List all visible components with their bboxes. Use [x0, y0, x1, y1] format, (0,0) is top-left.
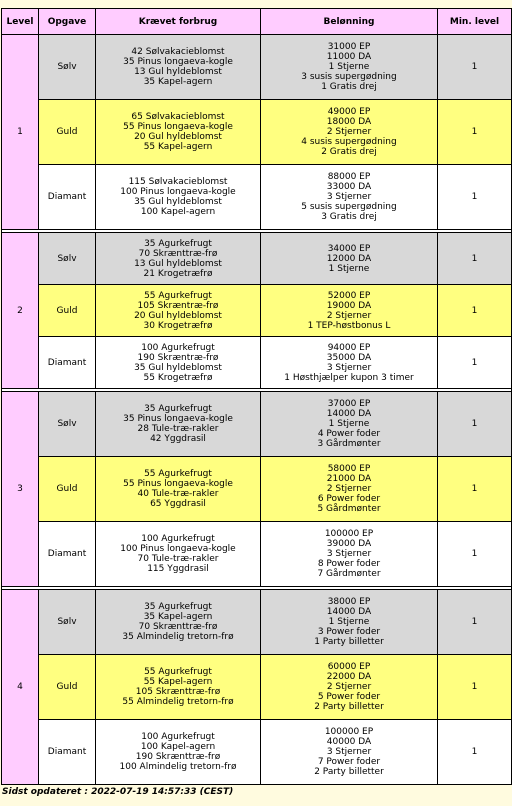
reward-item: 3 Power foder [317, 627, 381, 637]
reward-item: 58000 EP [327, 464, 371, 474]
reward-item: 2 Gratis drej [321, 147, 377, 157]
required-item: 55 Agurkefrugt [144, 667, 212, 677]
reward-item: 33000 DA [326, 182, 372, 192]
reward-item: 40000 DA [326, 737, 372, 747]
min-level-cell: 1 [438, 100, 512, 165]
task-cell-solv: Sølv [39, 35, 96, 100]
required-cell [96, 392, 261, 457]
reward-item: 49000 EP [327, 107, 371, 117]
required-item: 35 Agurkefrugt [144, 404, 212, 414]
min-level-cell: 1 [438, 337, 512, 389]
reward-item: 22000 DA [326, 672, 372, 682]
reward-item: 4 Power foder [317, 429, 381, 439]
table-row [2, 233, 512, 285]
min-level-cell: 1 [438, 285, 512, 337]
reward-item: 52000 EP [327, 290, 371, 301]
required-item: 35 Kapel-agern [143, 612, 213, 622]
reward-item: 88000 EP [327, 172, 371, 182]
required-item: 190 Skrænttræ-frø [135, 752, 221, 762]
required-item: 13 Gul hyldeblomst [134, 67, 222, 77]
required-item: 100 Pinus longaeva-kogle [120, 544, 236, 554]
table-row [2, 590, 512, 655]
required-item: 55 Agurkefrugt [144, 469, 212, 479]
reward-cell [261, 720, 438, 785]
task-cell-guld: Guld [39, 100, 96, 165]
header-min-level: Min. level [438, 9, 512, 35]
required-item: 105 Skrænttræ-frø [135, 687, 221, 697]
required-item: 55 Pinus longaeva-kogle [123, 122, 233, 132]
required-item: 70 Tule-træ-rakler [137, 554, 219, 564]
reward-item: 4 susis supergødning [301, 137, 397, 147]
required-cell [96, 285, 261, 337]
last-updated-value: 2022-07-19 14:57:33 (CEST) [91, 787, 234, 797]
min-level-cell: 1 [438, 233, 512, 285]
reward-cell [261, 590, 438, 655]
required-item: 100 Kapel-agern [140, 207, 216, 217]
min-level-cell: 1 [438, 392, 512, 457]
reward-item: 5 Gårdmønter [317, 504, 381, 514]
reward-cell [261, 35, 438, 100]
required-item: 70 Skrænttræ-frø [138, 248, 218, 259]
required-cell [96, 590, 261, 655]
required-cell [96, 720, 261, 785]
reward-item: 12000 DA [326, 253, 372, 264]
level-cell: 4 [2, 590, 39, 785]
quest-table [1, 8, 512, 785]
table-row [2, 165, 512, 230]
required-item: 70 Skrænttræ-frø [138, 622, 218, 632]
reward-item: 3 susis supergødning [301, 72, 397, 82]
table-row [2, 337, 512, 389]
required-cell [96, 100, 261, 165]
reward-cell [261, 392, 438, 457]
required-cell [96, 165, 261, 230]
min-level-cell: 1 [438, 522, 512, 587]
required-cell [96, 35, 261, 100]
required-item: 100 Kapel-agern [140, 742, 216, 752]
reward-item: 39000 DA [326, 539, 372, 549]
header-required: Krævet forbrug [96, 9, 261, 35]
reward-item: 1 Stjerne [328, 419, 370, 429]
table-row [2, 720, 512, 785]
required-item: 35 Agurkefrugt [144, 602, 212, 612]
task-cell-guld: Guld [39, 285, 96, 337]
task-cell-guld: Guld [39, 655, 96, 720]
reward-cell [261, 285, 438, 337]
reward-item: 34000 EP [327, 243, 371, 254]
reward-item: 2 Party billetter [314, 702, 384, 712]
reward-item: 3 Gratis drej [321, 212, 377, 222]
required-item: 65 Yggdrasil [150, 499, 206, 509]
reward-cell [261, 522, 438, 587]
required-item: 55 Kapel-agern [143, 677, 213, 687]
reward-item: 1 Gratis drej [321, 82, 377, 92]
task-cell-diamant: Diamant [39, 522, 96, 587]
reward-item: 21000 DA [326, 474, 372, 484]
task-cell-diamant: Diamant [39, 720, 96, 785]
reward-item: 1 Party billetter [314, 637, 384, 647]
reward-item: 100000 EP [324, 529, 374, 539]
required-item: 40 Tule-træ-rakler [137, 489, 219, 499]
required-item: 35 Agurkefrugt [144, 238, 212, 249]
required-item: 100 Almindelig tretorn-frø [119, 762, 237, 772]
required-item: 55 Agurkefrugt [144, 290, 212, 301]
required-item: 20 Gul hyldeblomst [134, 310, 222, 321]
min-level-cell: 1 [438, 655, 512, 720]
reward-item: 1 Høsthjælper kupon 3 timer [284, 372, 414, 383]
reward-item: 3 Gårdmønter [317, 439, 381, 449]
required-item: 35 Pinus longaeva-kogle [123, 57, 233, 67]
required-item: 100 Pinus longaeva-kogle [120, 187, 236, 197]
header-level: Level [2, 9, 39, 35]
reward-item: 2 Party billetter [314, 767, 384, 777]
table-row [2, 100, 512, 165]
reward-item: 3 Stjerner [326, 192, 372, 202]
min-level-cell: 1 [438, 165, 512, 230]
reward-cell [261, 655, 438, 720]
required-item: 13 Gul hyldeblomst [134, 258, 222, 269]
reward-item: 7 Power foder [317, 757, 381, 767]
required-item: 21 Krogetræfrø [143, 268, 213, 279]
required-item: 42 Yggdrasil [150, 434, 206, 444]
reward-item: 11000 DA [326, 52, 372, 62]
min-level-cell: 1 [438, 457, 512, 522]
level-cell: 1 [2, 35, 39, 230]
reward-item: 2 Stjerner [326, 484, 372, 494]
required-item: 55 Almindelig tretorn-frø [122, 697, 234, 707]
level-cell: 3 [2, 392, 39, 587]
reward-item: 100000 EP [324, 727, 374, 737]
table-row [2, 35, 512, 100]
required-item: 28 Tule-træ-rakler [137, 424, 219, 434]
task-cell-solv: Sølv [39, 233, 96, 285]
table-row [2, 285, 512, 337]
required-item: 55 Krogetræfrø [143, 372, 213, 383]
reward-cell [261, 337, 438, 389]
header-row [2, 9, 512, 35]
reward-cell [261, 165, 438, 230]
required-item: 20 Gul hyldeblomst [134, 132, 222, 142]
task-cell-diamant: Diamant [39, 337, 96, 389]
required-item: 35 Pinus longaeva-kogle [123, 414, 233, 424]
required-cell [96, 457, 261, 522]
reward-item: 19000 DA [326, 300, 372, 311]
required-item: 35 Kapel-agern [143, 77, 213, 87]
min-level-cell: 1 [438, 590, 512, 655]
reward-item: 3 Stjerner [326, 747, 372, 757]
task-cell-diamant: Diamant [39, 165, 96, 230]
reward-item: 14000 DA [326, 409, 372, 419]
reward-item: 35000 DA [326, 352, 372, 363]
table-row [2, 392, 512, 457]
reward-item: 1 TEP-høstbonus L [307, 320, 391, 331]
reward-item: 1 Stjerne [328, 617, 370, 627]
task-cell-solv: Sølv [39, 590, 96, 655]
required-item: 35 Gul hyldeblomst [134, 197, 222, 207]
reward-cell [261, 233, 438, 285]
required-cell [96, 522, 261, 587]
reward-item: 5 Power foder [317, 692, 381, 702]
reward-item: 18000 DA [326, 117, 372, 127]
reward-item: 2 Stjerner [326, 127, 372, 137]
min-level-cell: 1 [438, 720, 512, 785]
reward-item: 6 Power foder [317, 494, 381, 504]
required-item: 65 Sølvakacieblomst [131, 112, 225, 122]
min-level-cell: 1 [438, 35, 512, 100]
reward-item: 3 Stjerner [326, 362, 372, 373]
reward-item: 5 susis supergødning [301, 202, 397, 212]
table-row [2, 522, 512, 587]
required-item: 190 Skræntræ-frø [137, 352, 219, 363]
reward-item: 2 Stjerner [326, 682, 372, 692]
required-item: 105 Skræntræ-frø [137, 300, 219, 311]
reward-item: 3 Stjerner [326, 549, 372, 559]
reward-item: 14000 DA [326, 607, 372, 617]
reward-item: 94000 EP [327, 342, 371, 353]
required-item: 100 Agurkefrugt [141, 534, 215, 544]
header-reward: Belønning [261, 9, 438, 35]
reward-item: 8 Power foder [317, 559, 381, 569]
required-item: 35 Almindelig tretorn-frø [122, 632, 234, 642]
level-cell: 2 [2, 233, 39, 389]
required-item: 100 Agurkefrugt [141, 732, 215, 742]
reward-item: 37000 EP [327, 399, 371, 409]
reward-item: 1 Stjerne [328, 263, 370, 274]
header-task: Opgave [39, 9, 96, 35]
table-row [2, 655, 512, 720]
reward-item: 38000 EP [327, 597, 371, 607]
required-item: 100 Agurkefrugt [141, 342, 215, 353]
required-item: 35 Gul hyldeblomst [134, 362, 222, 373]
required-cell [96, 655, 261, 720]
required-item: 115 Sølvakacieblomst [128, 177, 228, 187]
required-item: 55 Kapel-agern [143, 142, 213, 152]
table-row [2, 457, 512, 522]
reward-item: 2 Stjerner [326, 310, 372, 321]
required-item: 30 Krogetræfrø [143, 320, 213, 331]
task-cell-guld: Guld [39, 457, 96, 522]
reward-item: 60000 EP [327, 662, 371, 672]
reward-item: 1 Stjerne [328, 62, 370, 72]
task-cell-solv: Sølv [39, 392, 96, 457]
reward-cell [261, 457, 438, 522]
reward-item: 31000 EP [327, 42, 371, 52]
required-cell [96, 233, 261, 285]
required-item: 55 Pinus longaeva-kogle [123, 479, 233, 489]
last-updated [2, 787, 233, 797]
required-item: 115 Yggdrasil [147, 564, 209, 574]
reward-item: 7 Gårdmønter [317, 569, 381, 579]
required-item: 42 Sølvakacieblomst [131, 47, 225, 57]
last-updated-label: Sidst opdateret : [2, 787, 88, 797]
reward-cell [261, 100, 438, 165]
required-cell [96, 337, 261, 389]
